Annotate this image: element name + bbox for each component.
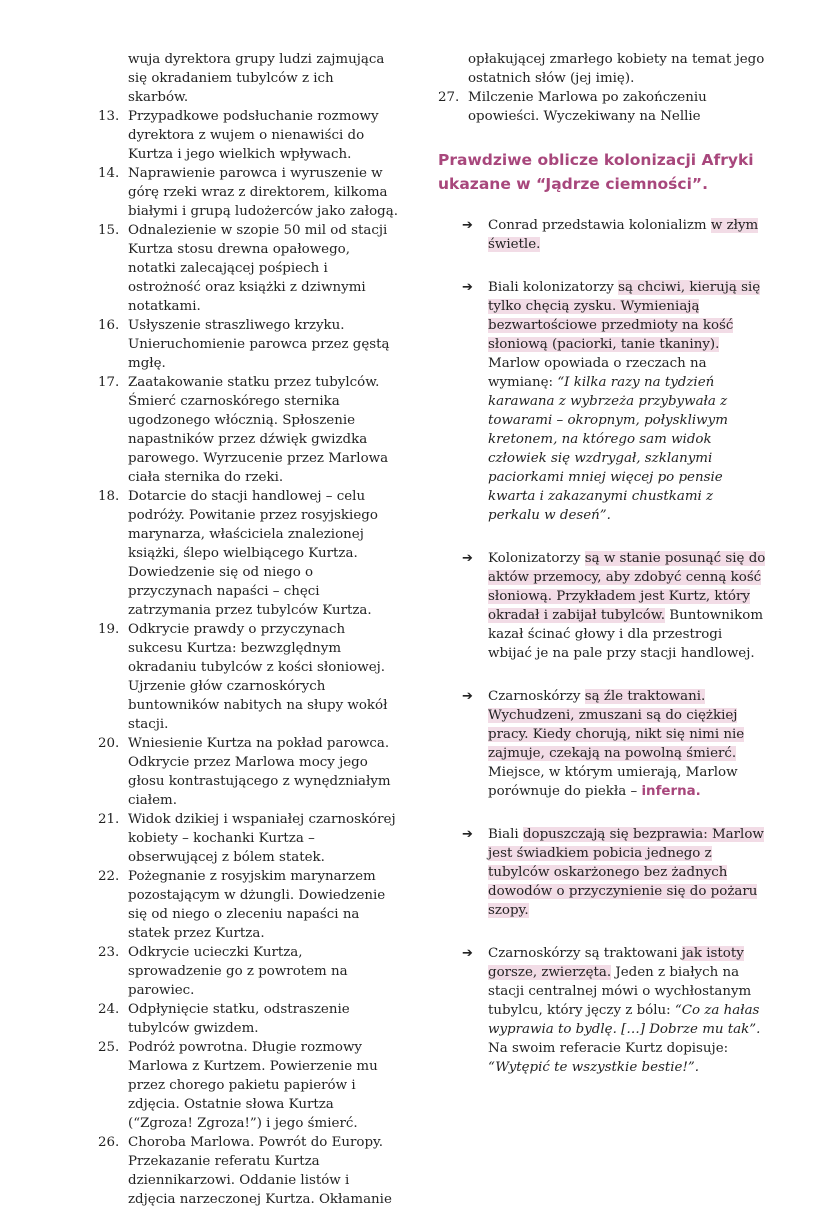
item-number: 16. (98, 318, 120, 333)
list-item (98, 107, 398, 164)
highlight-text: są w stanie posunąć się do aktów przemocy, aby zdobyć cenną kość słoniową. Przykładem jest Kurtz, który okradał i zabijał tubylców. (488, 551, 766, 623)
bullet-violence (438, 549, 768, 663)
bullet-text: Czarnoskórzy (488, 689, 585, 704)
item-text: Odnalezienie w szopie 50 mil od stacji Kurtza stosu drewna opałowego, notatki zalecającej pośpiech i ostrożność oraz książki z dziwnymi notatkami. (128, 223, 388, 314)
item-number: 22. (98, 869, 120, 884)
bullet-text: Buntownikom kazał ścinać głowy i dla przestrogi wbijać je na pale przy stacji handlowej. (488, 608, 764, 661)
item-number: 24. (98, 1002, 120, 1017)
quote-text: “Wytępić te wszystkie bestie!”. (488, 1060, 699, 1075)
list-item (98, 164, 398, 221)
bullet-text: Biali kolonizatorzy (488, 280, 619, 295)
list-item (98, 1038, 398, 1133)
bullet-lawlessness (438, 825, 768, 920)
item-text: Naprawienie parowca i wyruszenie w górę rzeki wraz z direktorem, kilkoma białymi i grupą ludożerców jako załogą. (128, 166, 398, 219)
right-continuation-text: opłakującej zmarłego kobiety na temat jego ostatnich słów (jej imię). (468, 52, 765, 86)
quote-text: “Co za hałas wyprawia to bydlę. […] Dobrze mu tak”. (488, 1003, 761, 1037)
arrow-icon: ➔ (462, 827, 473, 842)
list-item (98, 1133, 398, 1209)
highlight-text: w złym świetle. (488, 218, 759, 252)
bullet-text: Miejsce, w którym umierają, Marlow porównuje do piekła – (488, 765, 738, 799)
inferna-word: inferna. (641, 784, 701, 799)
bullet-text: Biali (488, 827, 523, 842)
item-number: 19. (98, 622, 120, 637)
list-item (98, 943, 398, 1000)
item-number: 21. (98, 812, 120, 827)
list-item (98, 487, 398, 620)
highlight-text: są źle traktowani. Wychudzeni, zmuszani są do ciężkiej pracy. Kiedy chorują, nikt się nimi nie zajmuje, czekają na powolną śmierć. (488, 689, 745, 761)
item-number: 15. (98, 223, 120, 238)
arrow-icon: ➔ (462, 946, 473, 961)
bullet-text: Marlow opowiada o rzeczach na wymianę: (488, 356, 707, 390)
item-text: Wniesienie Kurtza na pokład parowca. Odkrycie przez Marlowa mocy jego głosu kontrastującego z wynędzniałym ciałem. (128, 736, 391, 808)
bullet-colonialism (438, 216, 768, 254)
item-text: Usłyszenie straszliwego krzyku. Unieruchomienie parowca przez gęstą mgłę. (128, 318, 390, 371)
bullet-text: Kolonizatorzy (488, 551, 585, 566)
right-column (438, 50, 768, 1101)
item-number: 26. (98, 1135, 120, 1150)
item-text: Odpłynięcie statku, odstraszenie tubylców gwizdem. (128, 1002, 350, 1036)
highlight-text: są chciwi, kierują się tylko chęcią zysku. Wymieniają bezwartościowe przedmioty na kość słoniową (paciorki, tanie tkaniny). (488, 280, 761, 352)
list-item (98, 373, 398, 487)
bullet-text: Czarnoskórzy są traktowani (488, 946, 682, 961)
item-text: Choroba Marlowa. Powrót do Europy. Przekazanie referatu Kurtza dziennikarzowi. Oddanie listów i zdjęcia narzeczonej Kurtza. Okłamanie (128, 1135, 392, 1207)
list-item (98, 316, 398, 373)
bullet-greed (438, 278, 768, 525)
list-item (98, 1000, 398, 1038)
item-number: 27. (438, 90, 460, 105)
left-continuation-text: wuja dyrektora grupy ludzi zajmująca się okradaniem tubylców z ich skarbów. (128, 52, 385, 105)
section-heading: Prawdziwe oblicze kolonizacji Afryki ukazane w “Jądrze ciemności”. (438, 151, 754, 193)
item-text: Dotarcie do stacji handlowej – celu podróży. Powitanie przez rosyjskiego marynarza, właściciela znalezionej książki, ślepo wielbiącego Kurtza. Dowiedzenie się od niego o przyczynach napaści – chęci zatrzymania przez tubylców Kurtza. (128, 489, 378, 618)
item-number: 17. (98, 375, 120, 390)
events-list-left (98, 107, 398, 1209)
arrow-icon: ➔ (462, 689, 473, 704)
item-text: Milczenie Marlowa po zakończeniu opowieści. Wyczekiwany na Nellie (468, 90, 707, 124)
arrow-icon: ➔ (462, 218, 473, 233)
list-item (438, 88, 768, 126)
item-text: Podróż powrotna. Długie rozmowy Marlowa z Kurtzem. Powierzenie mu przez chorego pakietu papierów i zdjęcia. Ostatnie słowa Kurtza (“Zgroza! Zgroza!”) i jego śmierć. (128, 1040, 378, 1131)
highlight-text: jak istoty gorsze, zwierzęta. (488, 946, 744, 980)
list-item (98, 810, 398, 867)
item-number: 25. (98, 1040, 120, 1055)
quote-text: “I kilka razy na tydzień karawana z wybrzeża przybywała z towarami – okropnym, połyskliwym kretonem, na którego sam widok człowiek się wzdrygał, szklanymi paciorkami mniej więcej po pensie kwarta i zakazanymi chustkami z perkalu w deseń”. (488, 375, 728, 523)
item-number: 23. (98, 945, 120, 960)
arrow-icon: ➔ (462, 280, 473, 295)
item-number: 20. (98, 736, 120, 751)
bullet-dehumanization (438, 944, 768, 1077)
item-number: 13. (98, 109, 120, 124)
list-item (98, 620, 398, 734)
bullet-text: Jeden z białych na stacji centralnej mówi o wychłostanym tubylcu, który jęczy z bólu: (488, 965, 752, 1018)
bullet-text: Na swoim referacie Kurtz dopisuje: (488, 1041, 729, 1056)
item-text: Widok dzikiej i wspaniałej czarnoskórej kobiety – kochanki Kurtza – obserwującej z bólem statek. (128, 812, 396, 865)
bullet-treatment (438, 687, 768, 801)
item-text: Zaatakowanie statku przez tubylców. Śmierć czarnoskórego sternika ugodzonego włócznią. Spłoszenie napastników przez dźwięk gwizdka parowego. Wyrzucenie przez Marlowa ciała sternika do rzeki. (128, 375, 389, 485)
bullet-text: Conrad przedstawia kolonializm (488, 218, 711, 233)
list-item (98, 221, 398, 316)
arrow-icon: ➔ (462, 551, 473, 566)
item-text: Odkrycie ucieczki Kurtza, sprowadzenie go z powrotem na parowiec. (128, 945, 348, 998)
item-text: Pożegnanie z rosyjskim marynarzem pozostającym w dżungli. Dowiedzenie się od niego o zleceniu napaści na statek przez Kurtza. (128, 869, 386, 941)
list-item (98, 867, 398, 943)
highlight-text: dopuszczają się bezprawia: Marlow jest świadkiem pobicia jednego z tubylców oskarżonego bez żadnych dowodów o przyczynienie się do pożaru szopy. (488, 827, 764, 918)
item-text: Przypadkowe podsłuchanie rozmowy dyrektora z wujem o nienawiści do Kurtza i jego wielkich wpływach. (128, 109, 379, 162)
list-item (98, 734, 398, 810)
item-text: Odkrycie prawdy o przyczynach sukcesu Kurtza: bezwzględnym okradaniu tubylców z kości słoniowej. Ujrzenie głów czarnoskórych buntowników nabitych na słupy wokół stacji. (128, 622, 388, 732)
item-number: 14. (98, 166, 120, 181)
item-number: 18. (98, 489, 120, 504)
left-column (98, 50, 398, 1209)
